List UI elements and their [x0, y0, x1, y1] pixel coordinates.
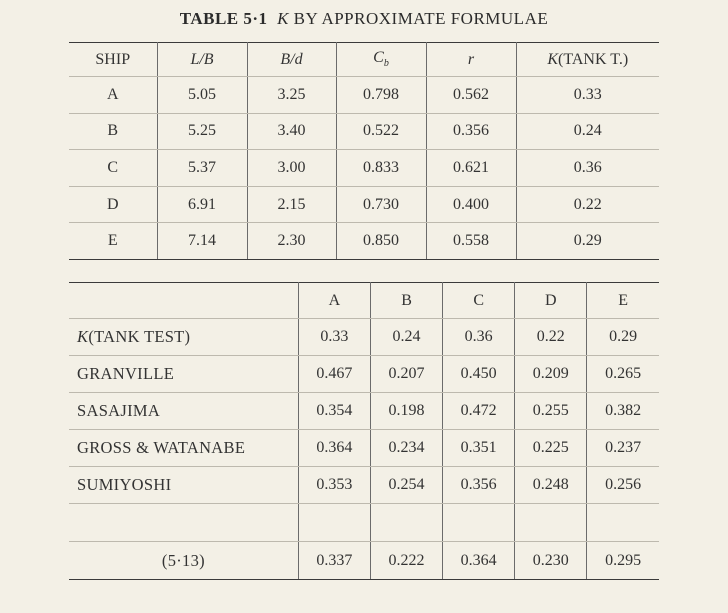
header-r: r [426, 43, 516, 77]
empty-cell [587, 504, 659, 542]
value-cell: 0.354 [298, 393, 370, 430]
value-cell: 0.24 [516, 113, 659, 150]
table-row [69, 77, 659, 114]
value-cell: 3.25 [247, 77, 336, 114]
formula-label: (5·13) [69, 542, 298, 580]
value-cell: 0.450 [443, 356, 515, 393]
header-ship: SHIP [69, 43, 157, 77]
value-cell: 0.337 [298, 542, 370, 580]
k-comparison-table [69, 282, 659, 580]
empty-cell [69, 504, 298, 542]
table-row [69, 186, 659, 223]
method-label [69, 356, 298, 393]
value-cell: 0.225 [515, 430, 587, 467]
table-row [69, 150, 659, 187]
value-cell: 0.230 [515, 542, 587, 580]
value-cell: 2.15 [247, 186, 336, 223]
table-row [69, 223, 659, 260]
method-label [69, 430, 298, 467]
value-cell: 3.40 [247, 113, 336, 150]
value-cell: 0.22 [516, 186, 659, 223]
value-cell: 0.364 [298, 430, 370, 467]
header-ship-d: D [515, 283, 587, 319]
value-cell: 0.472 [443, 393, 515, 430]
table-row [69, 319, 659, 356]
value-cell: 5.25 [157, 113, 247, 150]
value-cell: 0.621 [426, 150, 516, 187]
method-label-text: GROSS & WATANABE [77, 438, 246, 457]
value-cell: 0.24 [370, 319, 442, 356]
empty-cell [515, 504, 587, 542]
value-cell: 6.91 [157, 186, 247, 223]
empty-cell [370, 504, 442, 542]
value-cell: 0.364 [443, 542, 515, 580]
value-cell: 0.265 [587, 356, 659, 393]
value-cell: 0.209 [515, 356, 587, 393]
value-cell: 0.351 [443, 430, 515, 467]
value-cell: 0.248 [515, 467, 587, 504]
table-row [69, 356, 659, 393]
value-cell: 0.222 [370, 542, 442, 580]
value-cell: 0.234 [370, 430, 442, 467]
value-cell: 0.254 [370, 467, 442, 504]
empty-cell [443, 504, 515, 542]
value-cell: 0.255 [515, 393, 587, 430]
value-cell: 0.353 [298, 467, 370, 504]
ship-cell: D [69, 186, 157, 223]
table-row [69, 113, 659, 150]
header-cb: $C_b$ [336, 43, 426, 77]
value-cell: 0.798 [336, 77, 426, 114]
title-text: BY APPROXIMATE FORMULAE [293, 9, 549, 28]
ship-cell: B [69, 113, 157, 150]
value-cell: 5.05 [157, 77, 247, 114]
table-header-row [69, 43, 659, 77]
table-header-row [69, 283, 659, 319]
header-blank [69, 283, 298, 319]
method-label-text: SUMIYOSHI [77, 475, 172, 494]
value-cell: 0.33 [516, 77, 659, 114]
ship-parameters-table [69, 42, 659, 260]
value-cell: 0.562 [426, 77, 516, 114]
value-cell: 0.356 [443, 467, 515, 504]
method-label-text: (TANK TEST) [88, 327, 191, 346]
value-cell: 7.14 [157, 223, 247, 260]
empty-cell [298, 504, 370, 542]
method-label [69, 393, 298, 430]
value-cell: 0.558 [426, 223, 516, 260]
value-cell: 0.382 [587, 393, 659, 430]
header-k-tank-label: (TANK T.) [558, 50, 629, 68]
method-label-text: GRANVILLE [77, 364, 175, 383]
method-label [69, 319, 298, 356]
header-ship-a: A [298, 283, 370, 319]
value-cell: 0.29 [587, 319, 659, 356]
k-symbol: K [77, 327, 89, 346]
value-cell: 0.22 [515, 319, 587, 356]
value-cell: 3.00 [247, 150, 336, 187]
value-cell: 0.33 [298, 319, 370, 356]
header-l-over-b: L/B [157, 43, 247, 77]
value-cell: 2.30 [247, 223, 336, 260]
value-cell: 0.356 [426, 113, 516, 150]
formula-result-row [69, 542, 659, 580]
value-cell: 0.36 [443, 319, 515, 356]
value-cell: 0.36 [516, 150, 659, 187]
table-title [0, 9, 728, 29]
value-cell: 0.400 [426, 186, 516, 223]
value-cell: 0.467 [298, 356, 370, 393]
value-cell: 0.198 [370, 393, 442, 430]
header-b-over-d: B/d [247, 43, 336, 77]
value-cell: 0.522 [336, 113, 426, 150]
value-cell: 0.256 [587, 467, 659, 504]
title-k-symbol: K [277, 9, 289, 28]
value-cell: 0.207 [370, 356, 442, 393]
ship-cell: E [69, 223, 157, 260]
blank-row [69, 504, 659, 542]
header-k-symbol: K [547, 50, 559, 68]
header-ship-c: C [443, 283, 515, 319]
ship-cell: A [69, 77, 157, 114]
value-cell: 0.730 [336, 186, 426, 223]
value-cell: 0.295 [587, 542, 659, 580]
table-row [69, 393, 659, 430]
header-k-tank [516, 43, 659, 77]
ship-cell: C [69, 150, 157, 187]
header-cb-subscript: b [383, 58, 389, 70]
value-cell: 5.37 [157, 150, 247, 187]
value-cell: 0.29 [516, 223, 659, 260]
value-cell: 0.850 [336, 223, 426, 260]
header-ship-b: B [370, 283, 442, 319]
value-cell: 0.237 [587, 430, 659, 467]
table-row [69, 467, 659, 504]
method-label [69, 467, 298, 504]
table-number: TABLE 5·1 [179, 9, 268, 28]
table-row [69, 430, 659, 467]
method-label-text: SASAJIMA [77, 401, 161, 420]
header-ship-e: E [587, 283, 659, 319]
value-cell: 0.833 [336, 150, 426, 187]
